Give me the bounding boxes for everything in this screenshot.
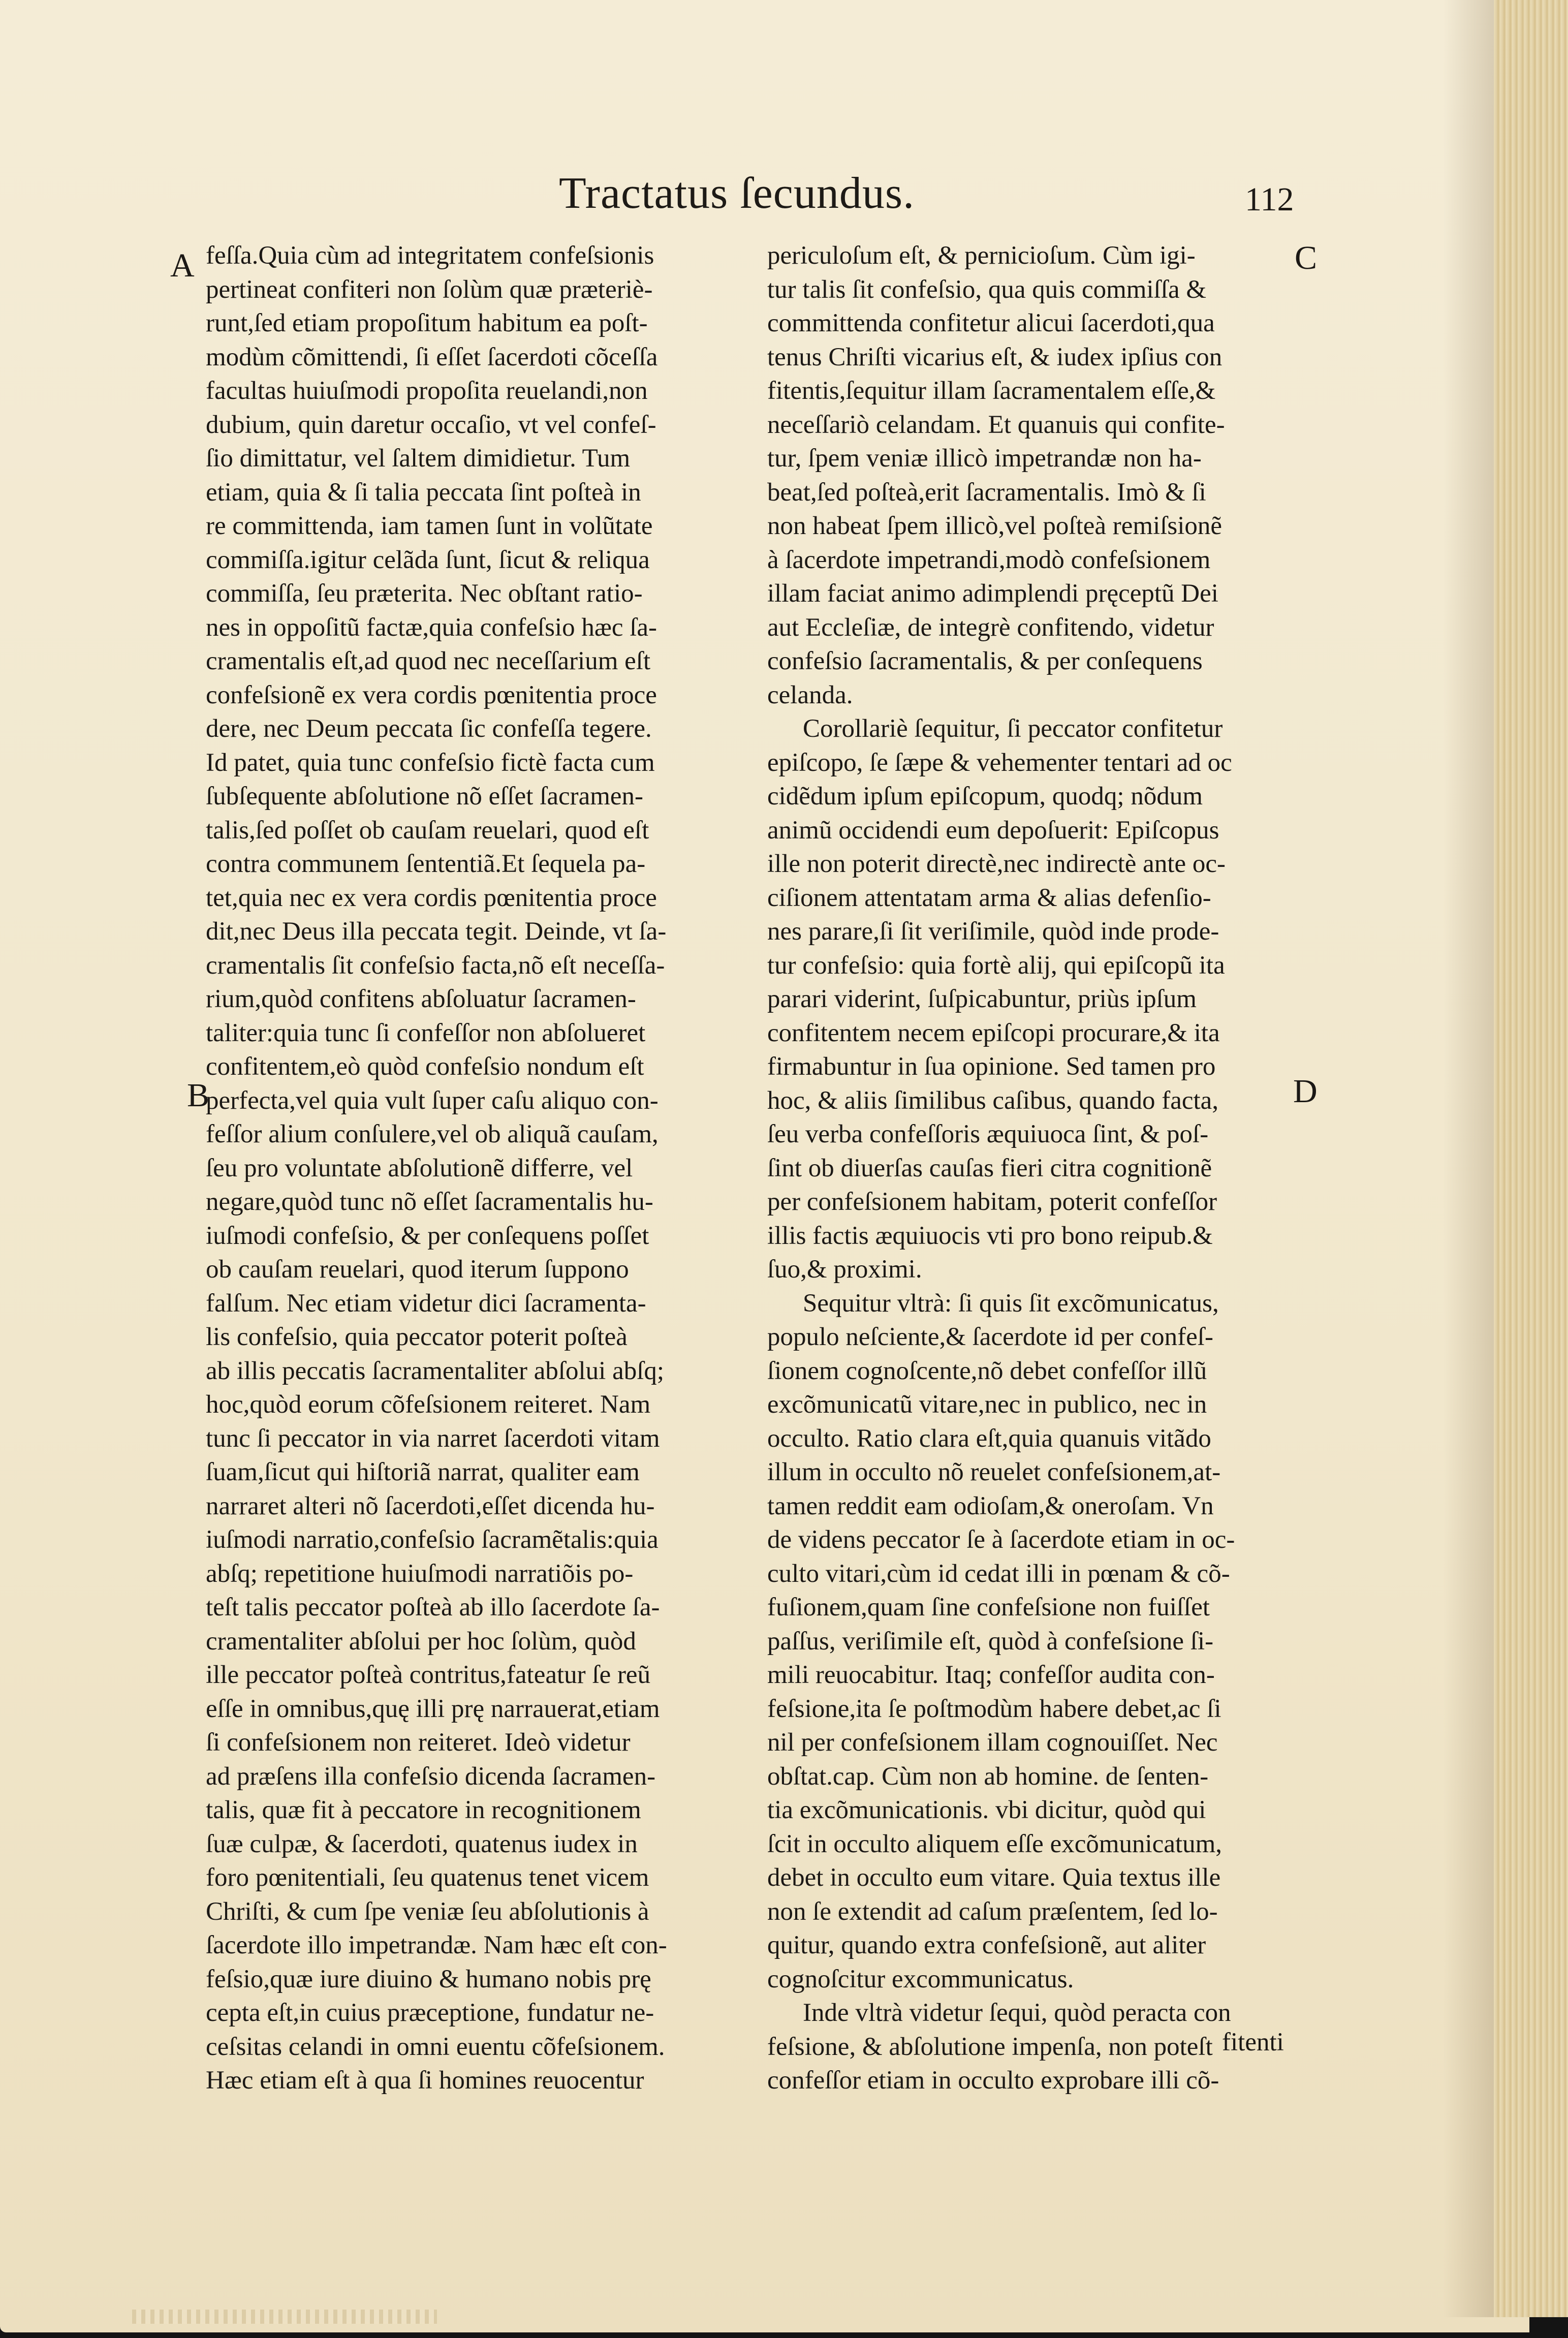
margin-letter-a: A (170, 247, 195, 284)
text-line: ſuæ culpæ, & ſacerdoti, quatenus iudex in (206, 1829, 638, 1858)
text-line: ab illis peccatis ſacramentaliter abſolui abſq; (206, 1356, 665, 1385)
text-line: cidẽdum ipſum epiſcopum, quodq; nõdum (767, 782, 1203, 810)
text-line: feſsio,quæ iure diuino & humano nobis prę (206, 1965, 651, 1993)
text-line: dere, nec Deum peccata ſic confeſſa tegere. (206, 714, 652, 743)
text-line: modùm cõmittendi, ſi eſſet ſacerdoti cõceſſa (206, 342, 658, 371)
text-line: teſt talis peccator poſteà ab illo ſacerdote ſa- (206, 1593, 660, 1622)
text-line: à ſacerdote impetrandi,modò confeſsionem (767, 545, 1211, 574)
text-line: iuſmodi narratio,confeſsio ſacramẽtalis:quia (206, 1525, 658, 1554)
text-line: celanda. (767, 680, 853, 709)
text-line: tur, ſpem veniæ illicò impetrandæ non ha- (767, 444, 1202, 473)
text-line: rium,quòd confitens abſoluatur ſacramen- (206, 985, 636, 1013)
text-line: confeſsionẽ ex vera cordis pœnitentia proce (206, 680, 657, 709)
text-line: obſtat.cap. Cùm non ab homine. de ſenten- (767, 1762, 1209, 1791)
text-line: tenus Chriſti vicarius eſt, & iudex ipſius con (767, 342, 1222, 371)
text-line: animũ occidendi eum depoſuerit: Epiſcopus (767, 816, 1219, 845)
margin-letter-b: B (187, 1077, 210, 1114)
text-line: hoc,quòd eorum cõfeſsionem reiteret. Nam (206, 1390, 651, 1419)
folio-number: 112 (1245, 181, 1294, 218)
text-line: periculoſum eſt, & pernicioſum. Cùm igi- (767, 241, 1196, 270)
text-line: occulto. Ratio clara eſt,quia quanuis vitãdo (767, 1424, 1211, 1453)
text-line: epiſcopo, ſe ſæpe & vehementer tentari ad oc (767, 748, 1232, 777)
page-gutter-shadow (1443, 0, 1494, 2317)
running-title: Tractatus ſecundus. (559, 169, 915, 218)
margin-letter-c: C (1295, 239, 1318, 276)
text-line: runt,ſed etiam propoſitum habitum ea poſt- (206, 309, 648, 337)
text-line: Hæc etiam eſt à qua ſi homines reuocentur (206, 2066, 644, 2095)
text-line: commiſſa.igitur celãda ſunt, ſicut & reliqua (206, 545, 650, 574)
text-line: ſi confeſsionem non reiteret. Ideò videtur (206, 1728, 631, 1757)
text-line: ille peccator poſteà contritus,fateatur ſe reũ (206, 1661, 651, 1689)
text-line: illis factis æquiuocis vti pro bono reipub.& (767, 1221, 1213, 1250)
left-text-column (206, 239, 755, 2098)
text-line: talis, quæ fit à peccatore in recognitionem (206, 1796, 641, 1824)
text-line: feſſor alium conſulere,vel ob aliquã cauſam, (206, 1120, 658, 1148)
text-line: Chriſti, & cum ſpe veniæ ſeu abſolutionis à (206, 1897, 649, 1926)
text-line: ſint ob diuerſas cauſas fieri citra cognitionẽ (767, 1154, 1212, 1182)
text-line: ſeu pro voluntate abſolutionẽ differre, vel (206, 1154, 633, 1182)
text-line: ob cauſam reuelari, quod iterum ſuppono (206, 1255, 629, 1284)
text-line: fuſionem,quam ſine confeſsione non fuiſſet (767, 1593, 1210, 1622)
page-edges (1494, 0, 1568, 2317)
text-line: ciſionem attentatam arma & alias defenſio- (767, 883, 1211, 912)
text-line: tet,quia nec ex vera cordis pœnitentia proce (206, 883, 657, 912)
text-line: cramentaliter abſolui per hoc ſolùm, quòd (206, 1627, 636, 1656)
text-line: ſuam,ſicut qui hiſtoriã narrat, qualiter eam (206, 1458, 640, 1486)
text-line: tamen reddit eam odioſam,& oneroſam. Vn (767, 1491, 1214, 1520)
text-line: tur confeſsio: quia fortè alij, qui epiſcopũ ita (767, 951, 1225, 980)
catchword: fitenti (1222, 2028, 1284, 2056)
text-line: feſsione, & abſolutione impenſa, non poteſt (767, 2032, 1213, 2061)
text-line: ſionem cognoſcente,nõ debet confeſſor illũ (767, 1356, 1207, 1385)
text-line: excõmunicatũ vitare,nec in publico, nec in (767, 1390, 1207, 1419)
margin-letter-d: D (1293, 1073, 1318, 1110)
text-line: facultas huiuſmodi propoſita reuelandi,non (206, 377, 648, 405)
text-line: populo neſciente,& ſacerdote id per confeſ- (767, 1323, 1213, 1351)
text-line: illam faciat animo adimplendi pręceptũ Dei (767, 579, 1218, 608)
text-line: fitentis,ſequitur illam ſacramentalem eſſe,& (767, 377, 1216, 405)
text-line: perfecta,vel quia vult ſuper caſu aliquo con- (206, 1086, 658, 1115)
text-line: eſſe in omnibus,quę illi prę narrauerat,etiam (206, 1694, 660, 1723)
text-line: contra communem ſententiã.Et ſequela pa- (206, 850, 646, 878)
text-line: ad præſens illa confeſsio dicenda ſacramen- (206, 1762, 656, 1791)
text-line: nes in oppoſitũ factæ,quia confeſsio hæc ſa- (206, 613, 657, 642)
text-line: ſeu verba confeſſoris æquiuoca ſint, & poſ- (767, 1120, 1209, 1148)
text-line: Inde vltrà videtur ſequi, quòd peracta con (803, 1999, 1231, 2027)
text-line: etiam, quia & ſi talia peccata ſint poſteà in (206, 478, 641, 507)
text-line: beat,ſed poſteà,erit ſacramentalis. Imò & ſi (767, 478, 1206, 507)
text-line: mili reuocabitur. Itaq; confeſſor audita con- (767, 1661, 1215, 1689)
text-line: culto vitari,cùm id cedat illi in pœnam & cõ- (767, 1559, 1230, 1588)
text-line: de videns peccator ſe à ſacerdote etiam in oc- (767, 1525, 1235, 1554)
text-line: per confeſsionem habitam, poterit confeſſor (767, 1188, 1217, 1216)
text-line: foro pœnitentiali, ſeu quatenus tenet vicem (206, 1863, 649, 1892)
text-line: feſſa.Quia cùm ad integritatem confeſsionis (206, 241, 654, 270)
text-line: ſcit in occulto aliquem eſſe excõmunicatum, (767, 1829, 1222, 1858)
text-line: ſuo,& proximi. (767, 1255, 922, 1284)
text-line: pertineat confiteri non ſolùm quæ præteriè- (206, 275, 653, 304)
page-wear-mark (132, 2310, 437, 2324)
right-text-column (767, 239, 1311, 2098)
text-line: committenda confitetur alicui ſacerdoti,qua (767, 309, 1215, 337)
text-line: confitentem,eò quòd confeſsio nondum eſt (206, 1052, 644, 1081)
text-line: ſubſequente abſolutione nõ eſſet ſacramen- (206, 782, 643, 810)
text-line: non habeat ſpem illicò,vel poſteà remiſsionẽ (767, 512, 1222, 540)
text-line: firmabuntur in ſua opinione. Sed tamen pro (767, 1052, 1216, 1081)
text-line: paſſus, veriſimile eſt, quòd à confeſsione ſi- (767, 1627, 1214, 1656)
text-line: neceſſariò celandam. Et quanuis qui confite- (767, 410, 1225, 439)
text-line: ſacerdote illo impetrandæ. Nam hæc eſt con- (206, 1931, 667, 1959)
text-line: debet in occulto eum vitare. Quia textus ille (767, 1863, 1221, 1892)
text-line: confeſſor etiam in occulto exprobare illi cõ- (767, 2066, 1219, 2095)
text-line: commiſſa, ſeu præterita. Nec obſtant ratio- (206, 579, 643, 608)
text-line: cepta eſt,in cuius præceptione, fundatur ne- (206, 1999, 654, 2027)
text-line: nes parare,ſi ſit veriſimile, quòd inde prode- (767, 917, 1219, 946)
text-line: parari viderint, ſuſpicabuntur, priùs ipſum (767, 985, 1197, 1013)
text-line: tia excõmunicationis. vbi dicitur, quòd qui (767, 1796, 1206, 1824)
text-line: ceſsitas celandi in omni euentu cõfeſsionem. (206, 2032, 665, 2061)
text-line: confitentem necem epiſcopi procurare,& ita (767, 1018, 1220, 1047)
text-line: falſum. Nec etiam videtur dici ſacramenta- (206, 1289, 646, 1318)
text-line: ille non poterit directè,nec indirectè ante oc- (767, 850, 1226, 878)
text-line: cramentalis ſit confeſsio facta,nõ eſt neceſſa- (206, 951, 665, 980)
text-line: illum in occulto nõ reuelet confeſsionem,at- (767, 1458, 1221, 1486)
text-line: non ſe extendit ad caſum præſentem, ſed lo- (767, 1897, 1218, 1926)
text-line: quitur, quando extra confeſsionẽ, aut aliter (767, 1931, 1206, 1959)
text-line: tunc ſi peccator in via narret ſacerdoti vitam (206, 1424, 660, 1453)
text-line: abſq; repetitione huiuſmodi narratiõis po- (206, 1559, 634, 1588)
text-line: Corollariè ſequitur, ſi peccator confitetur (803, 714, 1223, 743)
text-line: re committenda, iam tamen ſunt in volũtate (206, 512, 653, 540)
text-line: negare,quòd tunc nõ eſſet ſacramentalis hu- (206, 1188, 653, 1216)
text-line: nil per confeſsionem illam cognouiſſet. Nec (767, 1728, 1218, 1757)
text-line: ſio dimittatur, vel ſaltem dimidietur. Tum (206, 444, 631, 473)
text-line: iuſmodi confeſsio, & per conſequens poſſet (206, 1221, 649, 1250)
text-line: taliter:quia tunc ſi confeſſor non abſolueret (206, 1018, 646, 1047)
text-line: Id patet, quia tunc confeſsio fictè facta cum (206, 748, 655, 777)
text-line: lis confeſsio, quia peccator poterit poſteà (206, 1323, 628, 1351)
text-line: narraret alteri nõ ſacerdoti,eſſet dicenda hu- (206, 1491, 655, 1520)
text-line: cramentalis eſt,ad quod nec neceſſarium eſt (206, 647, 651, 675)
text-line: tur talis ſit confeſsio, qua quis commiſſa & (767, 275, 1207, 304)
text-line: feſsione,ita ſe poſtmodùm habere debet,ac ſi (767, 1694, 1221, 1723)
text-line: dit,nec Deus illa peccata tegit. Deinde, vt ſa- (206, 917, 667, 946)
text-line: confeſsio ſacramentalis, & per conſequens (767, 647, 1203, 675)
text-line: aut Eccleſiæ, de integrè confitendo, videtur (767, 613, 1214, 642)
text-line: Sequitur vltrà: ſi quis ſit excõmunicatus, (803, 1289, 1219, 1318)
text-line: talis,ſed poſſet ob cauſam reuelari, quod eſt (206, 816, 649, 845)
text-line: cognoſcitur excommunicatus. (767, 1965, 1074, 1993)
text-line: dubium, quin daretur occaſio, vt vel confeſ- (206, 410, 656, 439)
text-line: hoc, & aliis ſimilibus caſibus, quando facta, (767, 1086, 1219, 1115)
